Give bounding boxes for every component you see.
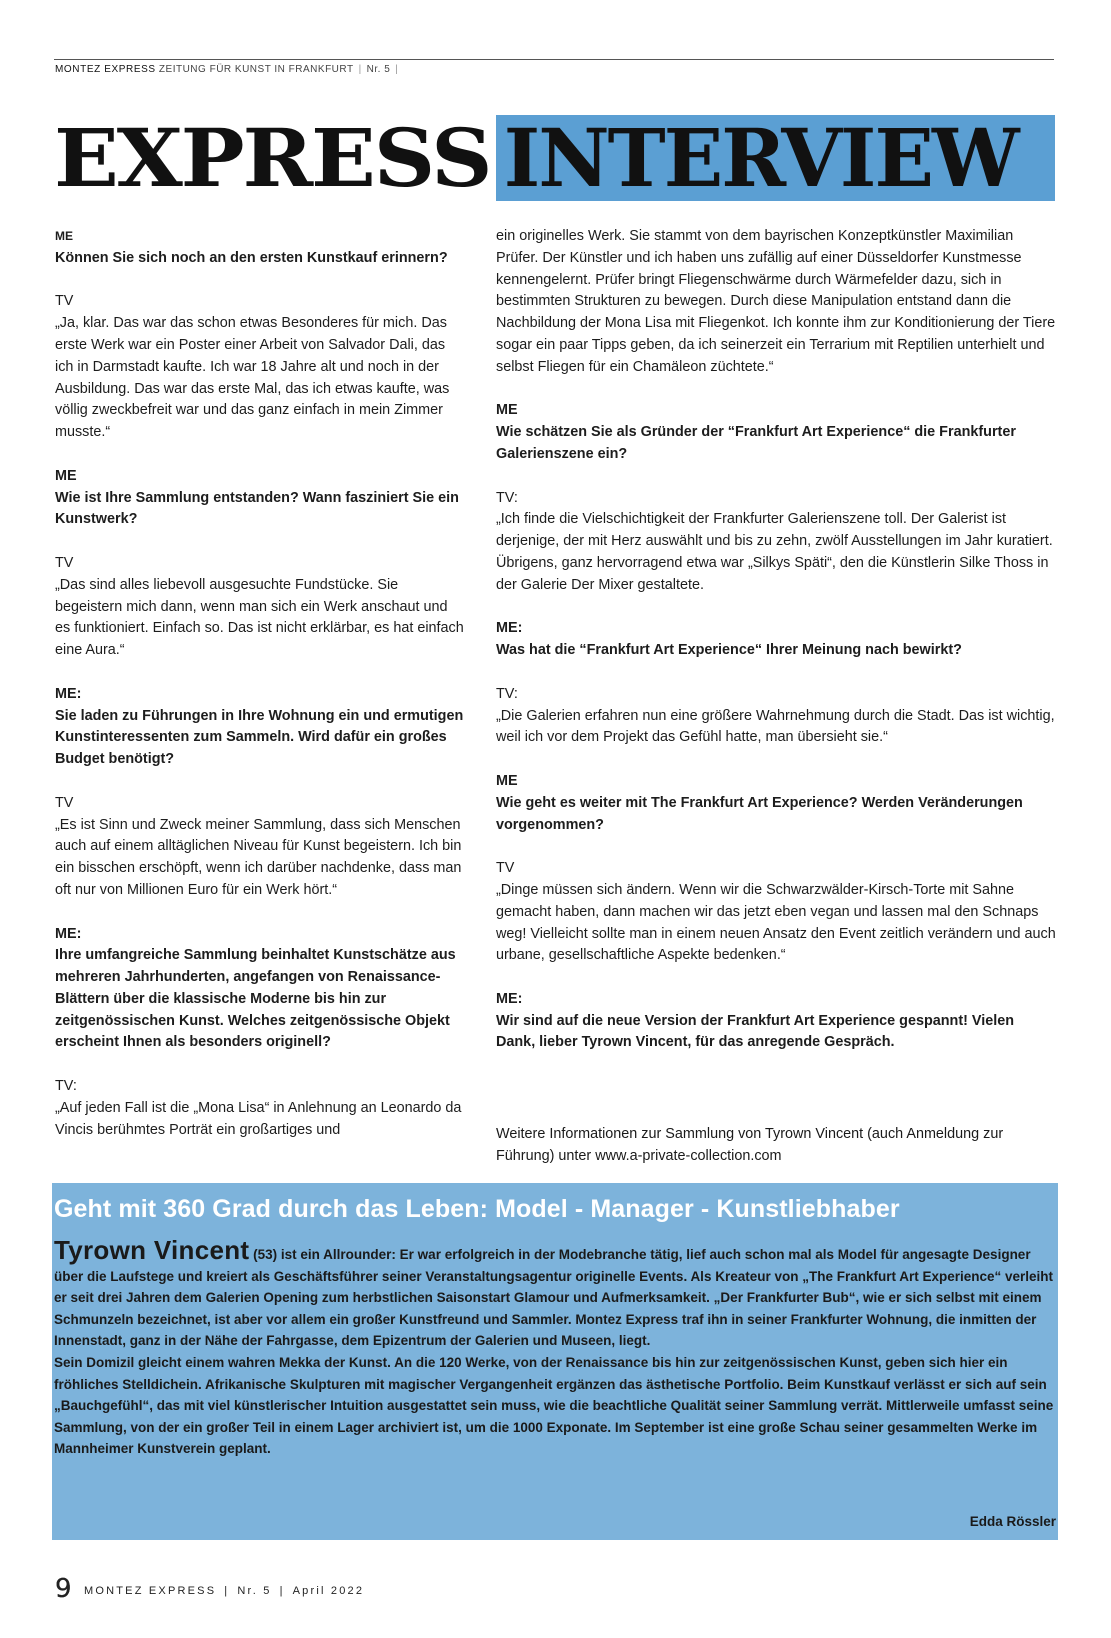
qa-block <box>496 618 1056 662</box>
page-number: 9 <box>55 1574 72 1604</box>
qa-block <box>496 989 1056 1054</box>
footer-issue: Nr. 5 <box>237 1585 272 1597</box>
profile-author: Edda Rössler <box>969 1514 1056 1529</box>
speaker-label: ME <box>55 229 73 243</box>
answer: ein originelles Werk. Sie stammt von dem bayrischen Konzeptkünstler Maximilian Prüfer. Der Künstler und ich haben uns zufällig auf einer Düsseldorfer Kunstmesse kennengelernt. Prüfer bringt Fliegenschwärme durch Wärmefelder dazu, sich in bestimmten Strukturen zu bewegen. Durch diese Manipulation entstand dann die Nachbildung der Mona Lisa mit Fliegenkot. Ich konnte ihm zur Konditionierung der Tiere sogar ein paar Tipps geben, da ich seinerzeit ein Terrarium mit Reptilien unterhielt und selbst Fliegen für ein Chamäleon züchtete.“ <box>496 228 1056 375</box>
masthead <box>54 111 1055 205</box>
answer: „Das sind alles liebevoll ausgesuchte Fundstücke. Sie begeistern mich dann, wenn man sich ein Werk anschaut und es funktioniert. Einfach so. Das ist nicht erklärbar, es hat einfach eine Aura.“ <box>55 576 464 659</box>
profile-name: Tyrown Vincent <box>54 1235 250 1265</box>
answer: „Ich finde die Vielschichtigkeit der Frankfurter Galerienszene toll. Der Galerist ist derjenige, der mit Herz auswählt und bis zu zehn, zwölf Ausstellungen im Jahr kuratiert. Übrigens, ganz hervorragend etwa war „Silkys Späti“, den die Künstlerin Silke Thoss in der Galerie Der Mixer gestaltete. <box>496 511 1053 593</box>
running-head-subtitle: ZEITUNG FÜR KUNST IN FRANKFURT <box>158 64 354 75</box>
qa-block <box>496 400 1056 465</box>
qa-block <box>496 488 1056 597</box>
footer-date: April 2022 <box>292 1585 365 1597</box>
speaker-label: ME: <box>55 685 82 702</box>
speaker-label: ME: <box>496 620 523 637</box>
profile-para1: (53) ist ein Allrounder: Er war erfolgreich in der Modebranche tätig, lief auch schon mal als Model für angesagte Designer über die Laufstege und kreiert als Geschäftsführer seiner Veranstaltungsagentur originelle Events. Als Kreateur von „The Frankfurt Art Experience“ verleiht er seit drei Jahren dem Galerien Opening zum herbstlichen Saisonstart Glamour und Aufmerksamkeit. „Der Frankfurter Bub“, wie er sich selbst mit einem Schmunzeln bezeichnet, ist aber vor allem ein großer Kunstfreund und Sammler. Montez Express traf ihn in seiner Frankfurter Wohnung, die inmitten der Innenstadt, ganz in der Nähe der Fahrgasse, dem Epizentrum der Galerien und Museen, liegt. <box>54 1247 1054 1349</box>
answer: „Es ist Sinn und Zweck meiner Sammlung, dass sich Menschen auch auf einem alltäglichen Niveau für Kunst begeistern. Ich bin ein bisschen erschöpft, wenn ich darüber nachdenke, dass man oft nur von Millionen Euro für ein Werk hört.“ <box>55 816 462 898</box>
right-column <box>496 226 1056 1054</box>
speaker-label: TV: <box>55 1078 77 1095</box>
question: Wie schätzen Sie als Gründer der “Frankfurt Art Experience“ die Frankfurter Galerienszene ein? <box>496 424 1016 462</box>
answer: „Ja, klar. Das war das schon etwas Besonderes für mich. Das erste Werk war ein Poster einer Arbeit von Salvador Dali, das ich in Darmstadt kaufte. Ich war 18 Jahre alt und noch in der Ausbildung. Das war das erste Mal, das ich etwas kaufte, was völlig zweckbefreit war und das ganz einfach in mein Zimmer musste.“ <box>55 315 450 441</box>
question: Können Sie sich noch an den ersten Kunstkauf erinnern? <box>55 249 448 266</box>
qa-block <box>55 793 465 902</box>
qa-block <box>55 291 465 444</box>
masthead-interview-band <box>496 115 1055 201</box>
answer: „Die Galerien erfahren nun eine größere Wahrnehmung durch die Stadt. Das ist wichtig, weil ich vor dem Projekt das Gefühl hatte, man übersieht sie.“ <box>496 707 1055 746</box>
speaker-label: TV <box>55 293 74 310</box>
profile-headline: Geht mit 360 Grad durch das Leben: Model - Manager - Kunstliebhaber <box>54 1195 900 1223</box>
speaker-label: ME <box>496 402 518 419</box>
running-head-brand: MONTEZ EXPRESS <box>55 64 156 75</box>
qa-block <box>55 1076 465 1141</box>
speaker-label: TV <box>55 554 74 571</box>
profile-box <box>52 1183 1058 1540</box>
profile-paragraph <box>54 1235 1054 1352</box>
speaker-label: ME <box>496 772 518 789</box>
question: Wie geht es weiter mit The Frankfurt Art Experience? Werden Veränderungen vorgenommen? <box>496 794 1023 833</box>
footer-brand: MONTEZ EXPRESS <box>84 1585 217 1597</box>
question: Wir sind auf die neue Version der Frankfurt Art Experience gespannt! Vielen Dank, lieber Tyrown Vincent, für das anregende Gespräch. <box>496 1012 1015 1051</box>
header-rule <box>54 59 1054 60</box>
qa-block <box>496 684 1056 749</box>
qa-block <box>55 553 465 662</box>
question: Wie ist Ihre Sammlung entstanden? Wann fasziniert Sie ein Kunstwerk? <box>55 489 459 528</box>
speaker-label: TV: <box>496 685 518 702</box>
profile-para2: Sein Domizil gleicht einem wahren Mekka der Kunst. An die 120 Werke, von der Renaissance bis hin zur zeitgenössischen Kunst, geben sich hier ein fröhliches Stelldichein. Afrikanische Skulpturen mit magischer Vergangenheit ergänzen das ästhetische Portfolio. Beim Kunstkauf verlässt er sich auf sein „Bauchgefühl“, das mit viel künstlerischer Intuition ausgestattet sein muss, wie die beachtliche Qualität seiner Sammlung verrät. Mittlerweile umfasst seine Sammlung, von der ein großer Teil in einem Lager archiviert ist, um die 1000 Exponate. Im September ist eine große Schau seiner gesammelten Werke im Mannheimer Kunstverein geplant. <box>54 1354 1054 1457</box>
running-head-issue: Nr. 5 <box>366 64 391 75</box>
left-column <box>55 226 465 1141</box>
qa-block <box>55 684 465 771</box>
qa-block <box>55 466 465 531</box>
answer: „Dinge müssen sich ändern. Wenn wir die Schwarzwälder-Kirsch-Torte mit Sahne gemacht haben, dann machen wir das jetzt eben vegan und lassen mal den Schnaps weg! Vielleicht sollte man in einem neuen Ansatz den Event zeitlich verändern und auch urbane, gesellschaftliche Aspekte bedenken.“ <box>496 881 1056 964</box>
qa-block <box>496 858 1056 967</box>
speaker-label: ME <box>55 467 77 484</box>
running-head: MONTEZ EXPRESS ZEITUNG FÜR KUNST IN FRANKFURT | Nr. 5 | <box>55 64 399 75</box>
speaker-label: ME: <box>55 925 82 942</box>
info-note: Weitere Informationen zur Sammlung von Tyrown Vincent (auch Anmeldung zur Führung) unter www.a-private-collection.com <box>496 1126 1004 1164</box>
qa-block <box>496 771 1056 836</box>
question: Sie laden zu Führungen in Ihre Wohnung ein und ermutigen Kunstinteressenten zum Sammeln. Wird dafür ein großes Budget benötigt? <box>55 707 464 768</box>
question: Was hat die “Frankfurt Art Experience“ Ihrer Meinung nach bewirkt? <box>496 642 962 659</box>
answer: „Auf jeden Fall ist die „Mona Lisa“ in Anlehnung an Leonardo da Vincis berühmtes Porträt ein großartiges und <box>55 1099 462 1138</box>
answer-continuation <box>496 226 1056 379</box>
speaker-label: TV <box>55 794 74 811</box>
speaker-label: TV: <box>496 489 518 506</box>
masthead-express: EXPRESS <box>54 111 491 205</box>
masthead-interview: INTERVIEW <box>503 115 1018 201</box>
profile-text <box>54 1235 1054 1460</box>
speaker-label: TV <box>496 860 515 877</box>
speaker-label: ME: <box>496 990 523 1007</box>
qa-block <box>55 226 465 270</box>
qa-block <box>55 924 465 1055</box>
question: Ihre umfangreiche Sammlung beinhaltet Kunstschätze aus mehreren Jahrhunderten, angefangen von Renaissance-Blättern über die klassische Moderne bis hin zur zeitgenössischen Kunst. Welches zeitgenössische Objekt erscheint Ihnen als besonders originell? <box>55 947 456 1051</box>
footer-text: MONTEZ EXPRESS | Nr. 5 | April 2022 <box>84 1585 365 1597</box>
